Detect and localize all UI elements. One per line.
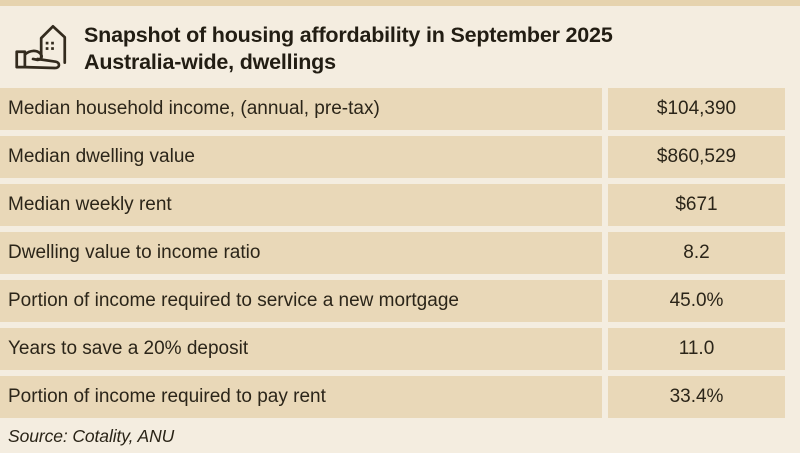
page-title xyxy=(84,22,613,76)
house-in-hand-icon xyxy=(14,20,72,78)
row-label: Portion of income required to service a new mortgage xyxy=(0,280,602,322)
top-strip xyxy=(0,0,800,6)
title-line-1: Snapshot of housing affordability in September 2025 xyxy=(84,23,613,47)
row-label: Median dwelling value xyxy=(0,136,602,178)
row-value: 45.0% xyxy=(608,280,785,322)
source-note: Source: Cotality, ANU xyxy=(8,426,175,446)
row-value: 11.0 xyxy=(608,328,785,370)
header xyxy=(14,16,786,82)
row-value: 33.4% xyxy=(608,376,785,418)
row-value: $671 xyxy=(608,184,785,226)
affordability-table xyxy=(0,88,785,418)
row-value: $860,529 xyxy=(608,136,785,178)
row-label: Dwelling value to income ratio xyxy=(0,232,602,274)
row-label: Median household income, (annual, pre-tax) xyxy=(0,88,602,130)
title-line-2: Australia-wide, dwellings xyxy=(84,50,336,74)
row-value: 8.2 xyxy=(608,232,785,274)
row-label: Median weekly rent xyxy=(0,184,602,226)
row-label: Portion of income required to pay rent xyxy=(0,376,602,418)
row-value: $104,390 xyxy=(608,88,785,130)
row-label: Years to save a 20% deposit xyxy=(0,328,602,370)
